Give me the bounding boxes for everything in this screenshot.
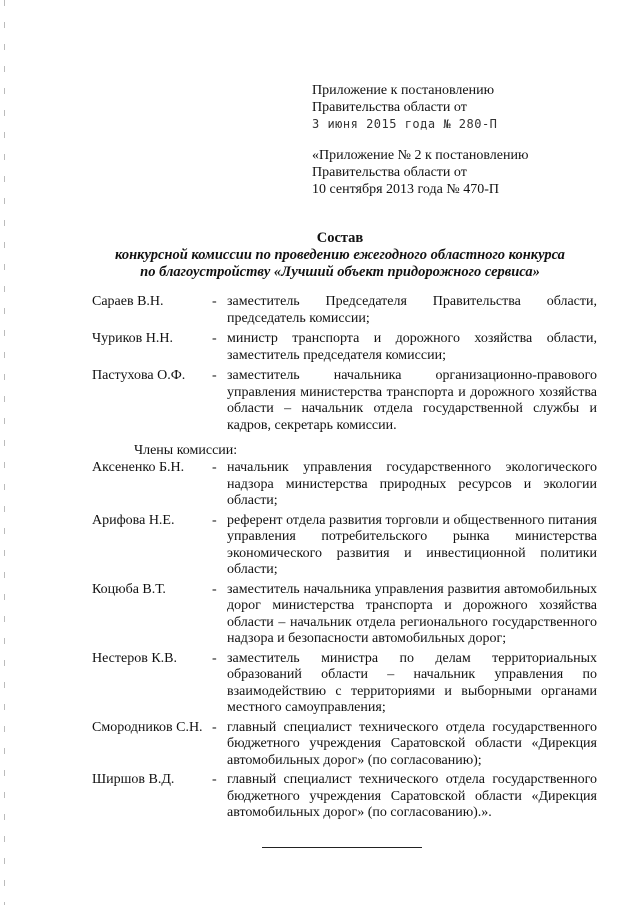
appendix-line: Приложение к постановлению xyxy=(312,83,495,98)
list-item xyxy=(92,772,597,822)
dash: - xyxy=(212,460,217,475)
member-name: Коцюба В.Т. xyxy=(92,581,166,597)
scan-edge-marks xyxy=(4,0,5,905)
member-name: Ширшов В.Д. xyxy=(92,772,175,787)
dash: - xyxy=(212,581,217,597)
member-name: Сараев В.Н. xyxy=(92,294,164,309)
appendix-header xyxy=(312,82,497,133)
list-item xyxy=(92,513,597,579)
dash: - xyxy=(212,772,217,787)
member-role: министр транспорта и дорожного хозяйства области, заместитель председателя комиссии; xyxy=(227,331,597,363)
member-name: Чуриков Н.Н. xyxy=(92,331,174,346)
appendix-date-stamp: 3 июня 2015 года № 280-П xyxy=(312,117,498,131)
list-item xyxy=(92,294,597,327)
dash: - xyxy=(212,650,217,666)
member-role: главный специалист технического отдела государственного бюджетного учреждения Саратовской области «Дирекция автомобильных дорог» (по согласованию); xyxy=(227,719,597,768)
member-name: Смородников С.Н. xyxy=(92,719,203,735)
dash: - xyxy=(212,294,217,309)
appendix-line: 10 сентября 2013 года № 470-П xyxy=(312,182,499,197)
member-role: заместитель начальника управления развития автомобильных дорог министерства транспорта и дорожного хозяйства области – начальник отдела регионального государственного надзора и безопасности автомобильных дорог; xyxy=(227,581,597,646)
member-name: Аксененко Б.Н. xyxy=(92,460,185,475)
dash: - xyxy=(212,331,217,346)
member-role: референт отдела развития торговли и общественного питания управления потребительского рынка министерства экономического развития и инвестиционной политики области; xyxy=(227,512,597,577)
list-item xyxy=(92,460,597,510)
appendix-2-header xyxy=(312,147,528,198)
title-line: по благоустройству «Лучший объект придорожного сервиса» xyxy=(140,264,540,280)
list-item xyxy=(92,582,597,648)
list-item xyxy=(92,331,597,364)
title-line: Состав xyxy=(316,230,364,246)
dash: - xyxy=(212,719,217,735)
dash: - xyxy=(212,512,217,528)
members-list xyxy=(92,460,597,825)
member-name: Пастухова О.Ф. xyxy=(92,368,186,383)
end-rule xyxy=(262,847,422,848)
list-item xyxy=(92,720,597,770)
member-role: начальник управления государственного экологического надзора министерства природных ресурсов и экологии области; xyxy=(227,460,597,508)
document-title xyxy=(70,230,610,281)
members-heading: Члены комиссии: xyxy=(134,443,238,458)
list-item xyxy=(92,368,597,434)
leadership-list xyxy=(92,294,597,438)
member-role: заместитель министра по делам территориальных образований области – начальник управления по взаимодействию с территориями и выборными органами местного самоуправления; xyxy=(227,650,597,715)
appendix-line: Правительства области от xyxy=(312,100,467,115)
appendix-line: Правительства области от xyxy=(312,165,467,180)
appendix-line: «Приложение № 2 к постановлению xyxy=(312,148,529,163)
title-line: конкурсной комиссии по проведению ежегодного областного конкурса xyxy=(115,247,565,263)
member-role: заместитель начальника организационно-правового управления министерства транспорта и дорожного хозяйства области – начальник отдела государственной службы и кадров, секретарь комиссии. xyxy=(227,368,597,433)
member-name: Арифова Н.Е. xyxy=(92,512,175,528)
list-item xyxy=(92,651,597,717)
member-name: Нестеров К.В. xyxy=(92,650,178,666)
dash: - xyxy=(212,368,217,383)
member-role: заместитель Председателя Правительства области, председатель комиссии; xyxy=(227,294,597,326)
member-role: главный специалист технического отдела государственного бюджетного учреждения Саратовской области «Дирекция автомобильных дорог» (по согласованию).». xyxy=(227,772,597,820)
